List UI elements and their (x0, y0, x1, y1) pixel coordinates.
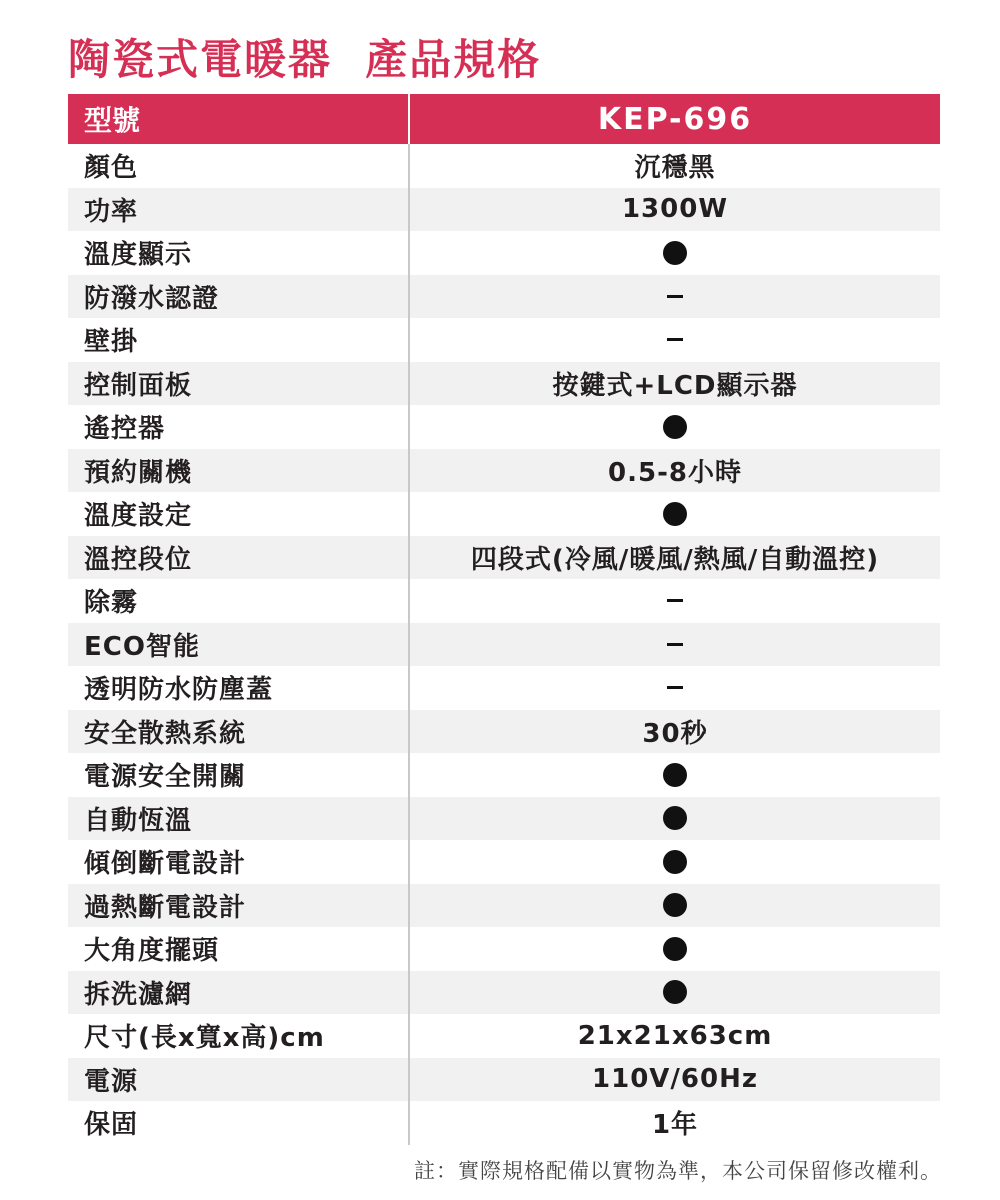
spec-label: 壁掛 (68, 318, 410, 362)
model-value: KEP-696 (597, 101, 753, 137)
dash-icon (667, 338, 683, 341)
filled-circle-icon (663, 806, 687, 830)
spec-label: 遙控器 (68, 405, 410, 449)
spec-label: 預約關機 (68, 449, 410, 493)
filled-circle-icon (663, 893, 687, 917)
spec-row (68, 405, 940, 449)
spec-row (68, 231, 940, 275)
spec-label: 電源 (68, 1058, 410, 1102)
spec-row (68, 666, 940, 710)
dash-icon (667, 643, 683, 646)
spec-value (410, 884, 940, 928)
spec-value: 21x21x63cm (577, 1020, 773, 1051)
spec-value: 30秒 (642, 718, 708, 749)
dash-icon (667, 295, 683, 298)
spec-row (68, 623, 940, 667)
spec-row (68, 449, 940, 493)
spec-row (68, 144, 940, 188)
spec-value (410, 840, 940, 884)
spec-row (68, 884, 940, 928)
spec-label: 自動恆溫 (68, 797, 410, 841)
spec-row (68, 971, 940, 1015)
spec-value (410, 927, 940, 971)
spec-value (410, 666, 940, 710)
spec-label: ECO智能 (68, 623, 410, 667)
spec-row (68, 275, 940, 319)
spec-label: 除霧 (68, 579, 410, 623)
spec-row (68, 1101, 940, 1145)
filled-circle-icon (663, 850, 687, 874)
spec-value: 按鍵式+LCD顯示器 (552, 370, 798, 401)
spec-row (68, 579, 940, 623)
spec-label: 保固 (68, 1101, 410, 1145)
spec-value (410, 275, 940, 319)
filled-circle-icon (663, 502, 687, 526)
spec-value: 沉穩黑 (634, 153, 716, 184)
spec-label: 顏色 (68, 144, 410, 188)
filled-circle-icon (663, 415, 687, 439)
spec-row (68, 1058, 940, 1102)
spec-label: 電源安全開關 (68, 753, 410, 797)
filled-circle-icon (663, 980, 687, 1004)
spec-table (68, 94, 940, 1145)
spec-label: 功率 (68, 188, 410, 232)
spec-value (410, 753, 940, 797)
spec-label: 溫度顯示 (68, 231, 410, 275)
spec-row (68, 536, 940, 580)
spec-value (410, 318, 940, 362)
filled-circle-icon (663, 763, 687, 787)
spec-value (410, 579, 940, 623)
spec-value (410, 623, 940, 667)
spec-row (68, 753, 940, 797)
spec-value (410, 405, 940, 449)
spec-label: 傾倒斷電設計 (68, 840, 410, 884)
spec-row (68, 1014, 940, 1058)
dash-icon (667, 599, 683, 602)
spec-value: 1年 (651, 1110, 699, 1141)
spec-label: 大角度擺頭 (68, 927, 410, 971)
spec-row (68, 492, 940, 536)
spec-value (410, 971, 940, 1015)
spec-label: 溫控段位 (68, 536, 410, 580)
model-label: 型號 (68, 94, 410, 144)
footnote: 註：實際規格配備以實物為準，本公司保留修改權利。 (414, 1159, 942, 1183)
spec-label: 拆洗濾網 (68, 971, 410, 1015)
spec-value: 110V/60Hz (592, 1064, 758, 1095)
spec-value: 0.5-8小時 (608, 457, 742, 488)
spec-row (68, 840, 940, 884)
spec-label: 溫度設定 (68, 492, 410, 536)
spec-label: 透明防水防塵蓋 (68, 666, 410, 710)
spec-row (68, 927, 940, 971)
spec-value (410, 797, 940, 841)
spec-row (68, 188, 940, 232)
page-title: 陶瓷式電暖器 產品規格 (68, 35, 542, 84)
spec-label: 過熱斷電設計 (68, 884, 410, 928)
spec-row (68, 710, 940, 754)
spec-row (68, 318, 940, 362)
filled-circle-icon (663, 937, 687, 961)
spec-rows (68, 144, 940, 1145)
spec-row (68, 797, 940, 841)
spec-value: 四段式(冷風/暖風/熱風/自動溫控) (470, 544, 880, 575)
filled-circle-icon (663, 241, 687, 265)
spec-label: 控制面板 (68, 362, 410, 406)
spec-value (410, 492, 940, 536)
spec-label: 防潑水認證 (68, 275, 410, 319)
spec-value (410, 231, 940, 275)
spec-row (68, 362, 940, 406)
dash-icon (667, 686, 683, 689)
spec-header-row (68, 94, 940, 144)
spec-label: 安全散熱系統 (68, 710, 410, 754)
spec-value: 1300W (621, 194, 729, 225)
spec-label: 尺寸(長x寬x高)cm (68, 1014, 410, 1058)
